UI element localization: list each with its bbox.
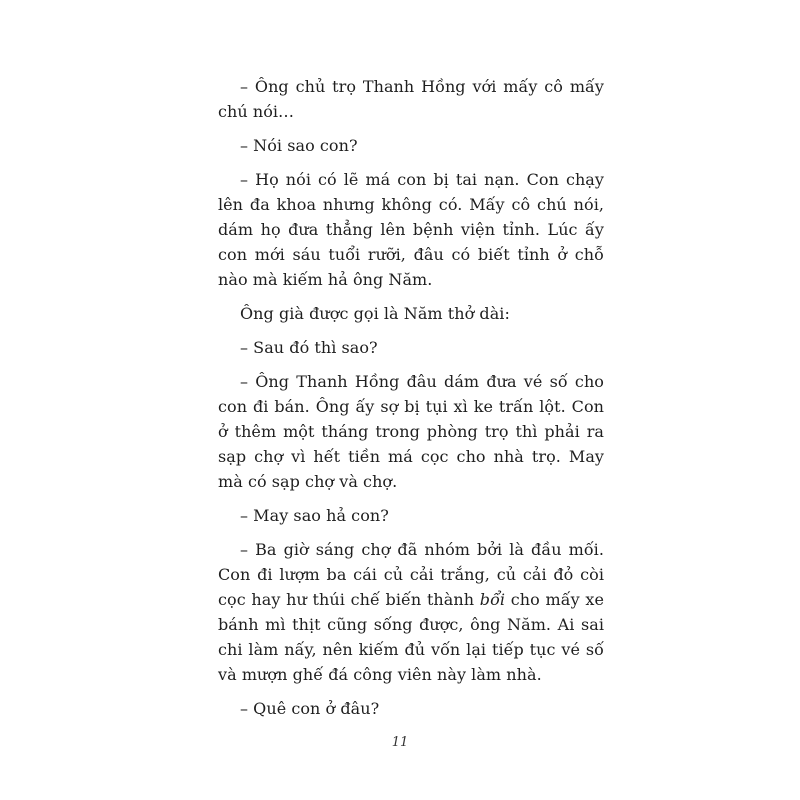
paragraph-6: – Ông Thanh Hồng đâu dám đưa vé số cho con đi bán. Ông ấy sợ bị tụi xì ke trấn lột. Con ở thêm một tháng trong phòng trọ thì phải ra sạp chợ vì hết tiền má cọc cho nhà trọ. May mà có sạp chợ và chợ. (218, 372, 604, 491)
paragraph-1: – Ông chủ trọ Thanh Hồng với mấy cô mấy chú nói… (218, 77, 604, 121)
paragraph-8-italic-word: bổi (479, 590, 506, 609)
paragraph-3: – Họ nói có lẽ má con bị tai nạn. Con chạy lên đa khoa nhưng không có. Mấy cô chú nói, dám họ đưa thẳng lên bệnh viện tỉnh. Lúc ấy con mới sáu tuổi rưỡi, đâu có biết tỉnh ở chỗ nào mà kiếm hả ông Năm. (218, 170, 604, 289)
text-column (218, 74, 604, 730)
paragraph-8-text-before: – Ba giờ sáng chợ đã nhóm bởi là đầu mối. Con đi lượm ba cái củ cải trắng, củ cải đỏ còi cọc hay hư thúi chế biến thành (218, 540, 604, 609)
paragraph-4: Ông già được gọi là Năm thở dài: (240, 304, 510, 323)
page-number: 11 (391, 735, 409, 750)
paragraph-9: – Quê con ở đâu? (240, 699, 380, 718)
paragraph-8-text-after: cho mấy xe bánh mì thịt cũng sống được, ông Năm. Ai sai chi làm nấy, nên kiếm đủ vốn lại tiếp tục vé số và mượn ghế đá công viên này làm nhà. (218, 590, 604, 684)
paragraph-2: – Nói sao con? (240, 136, 358, 155)
paragraph-8 (218, 537, 604, 687)
paragraph-7: – May sao hả con? (240, 506, 389, 525)
paragraph-5: – Sau đó thì sao? (240, 338, 378, 357)
